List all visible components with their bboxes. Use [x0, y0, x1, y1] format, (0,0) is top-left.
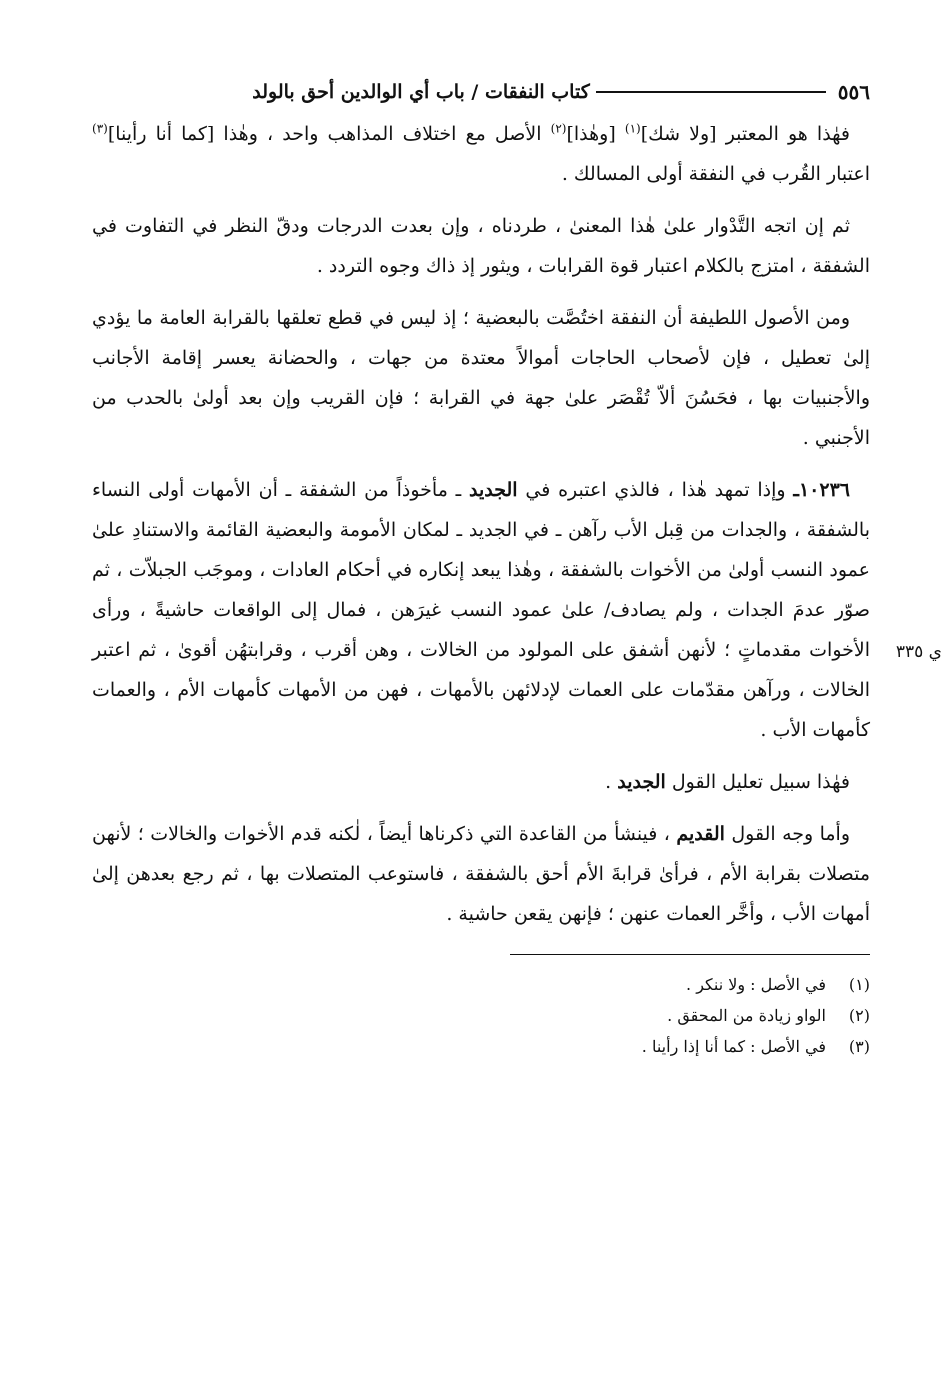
term-new-opinion-2: الجديد	[617, 771, 666, 793]
paragraph-6-text-a: وأما وجه القول	[724, 823, 851, 845]
footnote-number: (١)	[848, 975, 870, 994]
paragraph-1-text-c: الأصل مع اختلاف المذاهب واحد ، وهٰذا [كما أنا رأينا]	[107, 123, 551, 145]
footnote-marker-1[interactable]: (١)	[624, 121, 641, 136]
footnote-3	[92, 1031, 870, 1062]
paragraph-number: ١٠٢٣٦ـ	[793, 479, 850, 501]
footnote-number: (٣)	[848, 1037, 870, 1056]
page-number: ٥٥٦	[837, 80, 870, 104]
footnote-text: في الأصل : كما أنا إذا رأينا .	[641, 1037, 826, 1056]
footnote-text: في الأصل : ولا ننكر .	[686, 975, 826, 994]
paragraph-6	[92, 814, 870, 934]
footnote-2	[92, 1000, 870, 1031]
main-text	[92, 114, 942, 934]
paragraph-5-text-a: فهٰذا سبيل تعليل القول	[665, 771, 850, 793]
term-old-opinion: القديم	[676, 823, 725, 845]
paragraph-6-text-b: ، فينشأ من القاعدة التي ذكرناها أيضاً ، لٰكنه قدم الأخوات والخالات ؛ لأنهن متصلات بقرابة الأم ، فرأىٰ قرابةَ الأم أحق بالشفقة ، فاستوعب المتصلات بها ، ثم رجع بعدهن إلىٰ أمهات الأب ، وأخَّر العمات عنهن ؛ فإنهن يقعن حاشية .	[92, 823, 870, 925]
paragraph-1	[92, 114, 870, 194]
paragraph-3: ومن الأصول اللطيفة أن النفقة اختُصَّت بالبعضية ؛ إذ ليس في قطع تعلقها بالقرابة العامة ما يؤدي إلىٰ تعطيل ، فإن لأصحاب الحاجات أموالاً معتدة من جهات ، والحضانة يعسر إقامة الأجانب والأجنبيات بها ، فحَسُنَ ألاّ تُقْصَر علىٰ جهة في القرابة ؛ فإن القريب وإن بعد أولىٰ بالحدب من الأجنبي .	[92, 307, 870, 449]
paragraph-4-text-b: ـ مأخوذاً من الشفقة ـ أن الأمهات أولى النساء بالشفقة ، والجدات من قِبل الأب رآهن ـ في الجديد ـ لمكان الأمومة والبعضية القائمة والاستنادِ علىٰ عمود النسب أولىٰ من الأخوات بالشفقة ، وهٰذا يبعد إنكاره في أحكام العادات ، وموجَب الجبلاّت ، ثم صوّر عدمَ الجدات ، ولم يصادف/ علىٰ عمود النسب غيرَهن ، فمال إلى الواقعات حاشيةً ، ورأى الأخوات مقدماتٍ ؛ لأنهن أشفق على المولود من الخالات ، وهن أقرب ، وقرابتهُن أقوىٰ ، ثم اعتبر الخالات ، ورآهن مقدّمات على العمات لإدلائهن بالأمهات ، فهن من الأمهات كأمهات الأم ، والعمات كأمهات الأب .	[92, 479, 870, 741]
book-page	[92, 70, 942, 1370]
footnote-marker-2[interactable]: (٢)	[550, 121, 567, 136]
paragraph-5	[92, 762, 870, 802]
footnote-1	[92, 969, 870, 1000]
footnote-separator	[510, 954, 870, 955]
footnote-text: الواو زيادة من المحقق .	[667, 1006, 826, 1025]
paragraph-1-text-a: فهٰذا هو المعتبر [ولا شك]	[640, 123, 851, 145]
running-header	[92, 70, 870, 114]
footnotes	[92, 969, 870, 1062]
paragraph-4-text-a: وإذا تمهد هٰذا ، فالذي اعتبره في	[517, 479, 794, 501]
footnote-number: (٢)	[848, 1006, 870, 1025]
paragraph-1-text-d: اعتبار القُرب في النفقة أولى المسالك .	[561, 163, 870, 185]
chapter-title: كتاب النفقات / باب أي الوالدين أحق بالولد	[252, 81, 590, 103]
header-rule	[596, 91, 826, 93]
paragraph-1-text-b: [وهٰذا]	[566, 123, 625, 145]
paragraph-5-text-b: .	[605, 771, 618, 793]
paragraph-2: ثم إن اتجه التَّدْوار علىٰ هٰذا المعنىٰ ، طردناه ، وإن بعدت الدرجات ودقّ النظر في التفاوت في الشفقة ، امتزج بالكلام اعتبار قوة القرابات ، ويثور إذ ذاك وجوه التردد .	[92, 215, 870, 277]
paragraph-4	[92, 470, 942, 750]
footnote-marker-3[interactable]: (٣)	[92, 121, 108, 136]
manuscript-margin-reference: ي ٣٣٥	[895, 642, 942, 662]
term-new-opinion: الجديد	[469, 479, 518, 501]
